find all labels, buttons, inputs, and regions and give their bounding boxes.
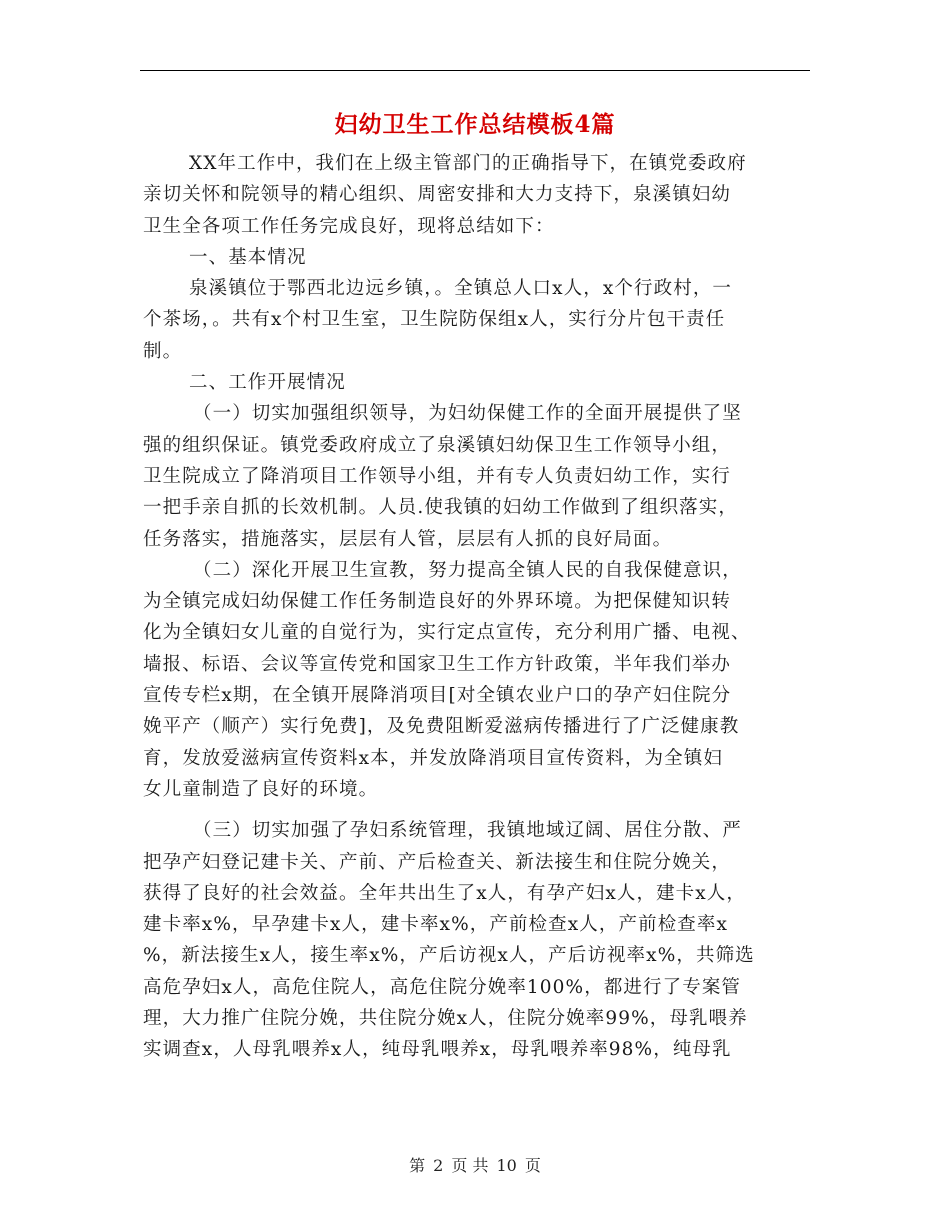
body-line: 卫生全各项工作任务完成良好，现将总结如下： [143,215,555,237]
total-pages: 10 [496,1156,517,1175]
body-line: 宣传专栏x期，在全镇开展降消项目[对全镇农业户口的孕产妇住院分 [143,685,732,707]
body-line: 卫生院成立了降消项目工作领导小组，并有专人负责妇幼工作，实行 [143,465,732,487]
body-line: 高危孕妇x人，高危住院人，高危住院分娩率100%，都进行了专案管 [143,976,742,998]
body-line: 墙报、标语、会议等宣传党和国家卫生工作方针政策，半年我们举办 [143,653,732,675]
paragraph-gap [143,805,815,815]
page-prefix: 第 [409,1156,426,1175]
body-line: 获得了良好的社会效益。全年共出生了x人，有孕产妇x人，建卡x人， [143,882,747,904]
body-line: 育，发放爱滋病宣传资料x本，并发放降消项目宣传资料，为全镇妇 [143,747,723,769]
page-suffix: 页 [524,1156,541,1175]
body-line: XX年工作中，我们在上级主管部门的正确指导下，在镇党委政府 [189,153,747,174]
body-line: 建卡率x%，早孕建卡x人，建卡率x%，产前检查x人，产前检查率x [143,914,729,936]
body-line: 泉溪镇位于鄂西北边远乡镇，。全镇总人口x人，x个行政村，一 [189,278,733,300]
body-line: （三）切实加强了孕妇系统管理，我镇地域辽阔、居住分散、严 [193,820,742,842]
body-line: 女儿童制造了良好的环境。 [143,778,379,800]
body-line: 任务落实，措施落实，层层有人管，层层有人抓的良好局面。 [143,528,673,550]
body-line: 个茶场，。共有x个村卫生室，卫生院防保组x人，实行分片包干责任 [143,309,726,331]
document-title: 妇幼卫生工作总结模板4篇 [334,111,616,138]
document-body [143,148,815,1066]
body-line: 制。 [143,340,183,362]
page-mid: 页 共 [451,1156,489,1175]
section-heading: 二、工作开展情况 [189,372,346,394]
body-line: 亲切关怀和院领导的精心组织、周密安排和大力支持下，泉溪镇妇幼 [143,184,732,206]
page-number: 2 [433,1156,444,1175]
body-line: 理，大力推广住院分娩，共住院分娩x人，住院分娩率99%，母乳喂养 [143,1008,748,1030]
header-rule [140,70,810,71]
body-line: 强的组织保证。镇党委政府成立了泉溪镇妇幼保卫生工作领导小组， [143,434,732,456]
body-line: 一把手亲自抓的长效机制。人员.使我镇的妇幼工作做到了组织落实， [143,497,738,519]
body-line: 化为全镇妇女儿童的自觉行为，实行定点宣传，充分利用广播、电视、 [143,622,751,644]
body-line: 把孕产妇登记建卡关、产前、产后检查关、新法接生和住院分娩关， [143,851,732,873]
body-line: （一）切实加强组织领导，为妇幼保健工作的全面开展提供了坚 [193,403,742,425]
section-heading: 一、基本情况 [189,246,307,268]
body-line: %，新法接生x人，接生率x%，产后访视x人，产后访视率x%，共筛选 [143,945,755,967]
body-line: （二）深化开展卫生宣教，努力提高全镇人民的自我保健意识， [193,559,742,581]
body-line: 实调查x，人母乳喂养x人，纯母乳喂养x，母乳喂养率98%，纯母乳 [143,1039,732,1061]
body-line: 娩平产（顺产）实行免费]，及免费阻断爱滋病传播进行了广泛健康教 [143,716,740,738]
page-footer [0,1153,950,1176]
body-line: 为全镇完成妇幼保健工作任务制造良好的外界环境。为把保健知识转 [143,591,732,613]
